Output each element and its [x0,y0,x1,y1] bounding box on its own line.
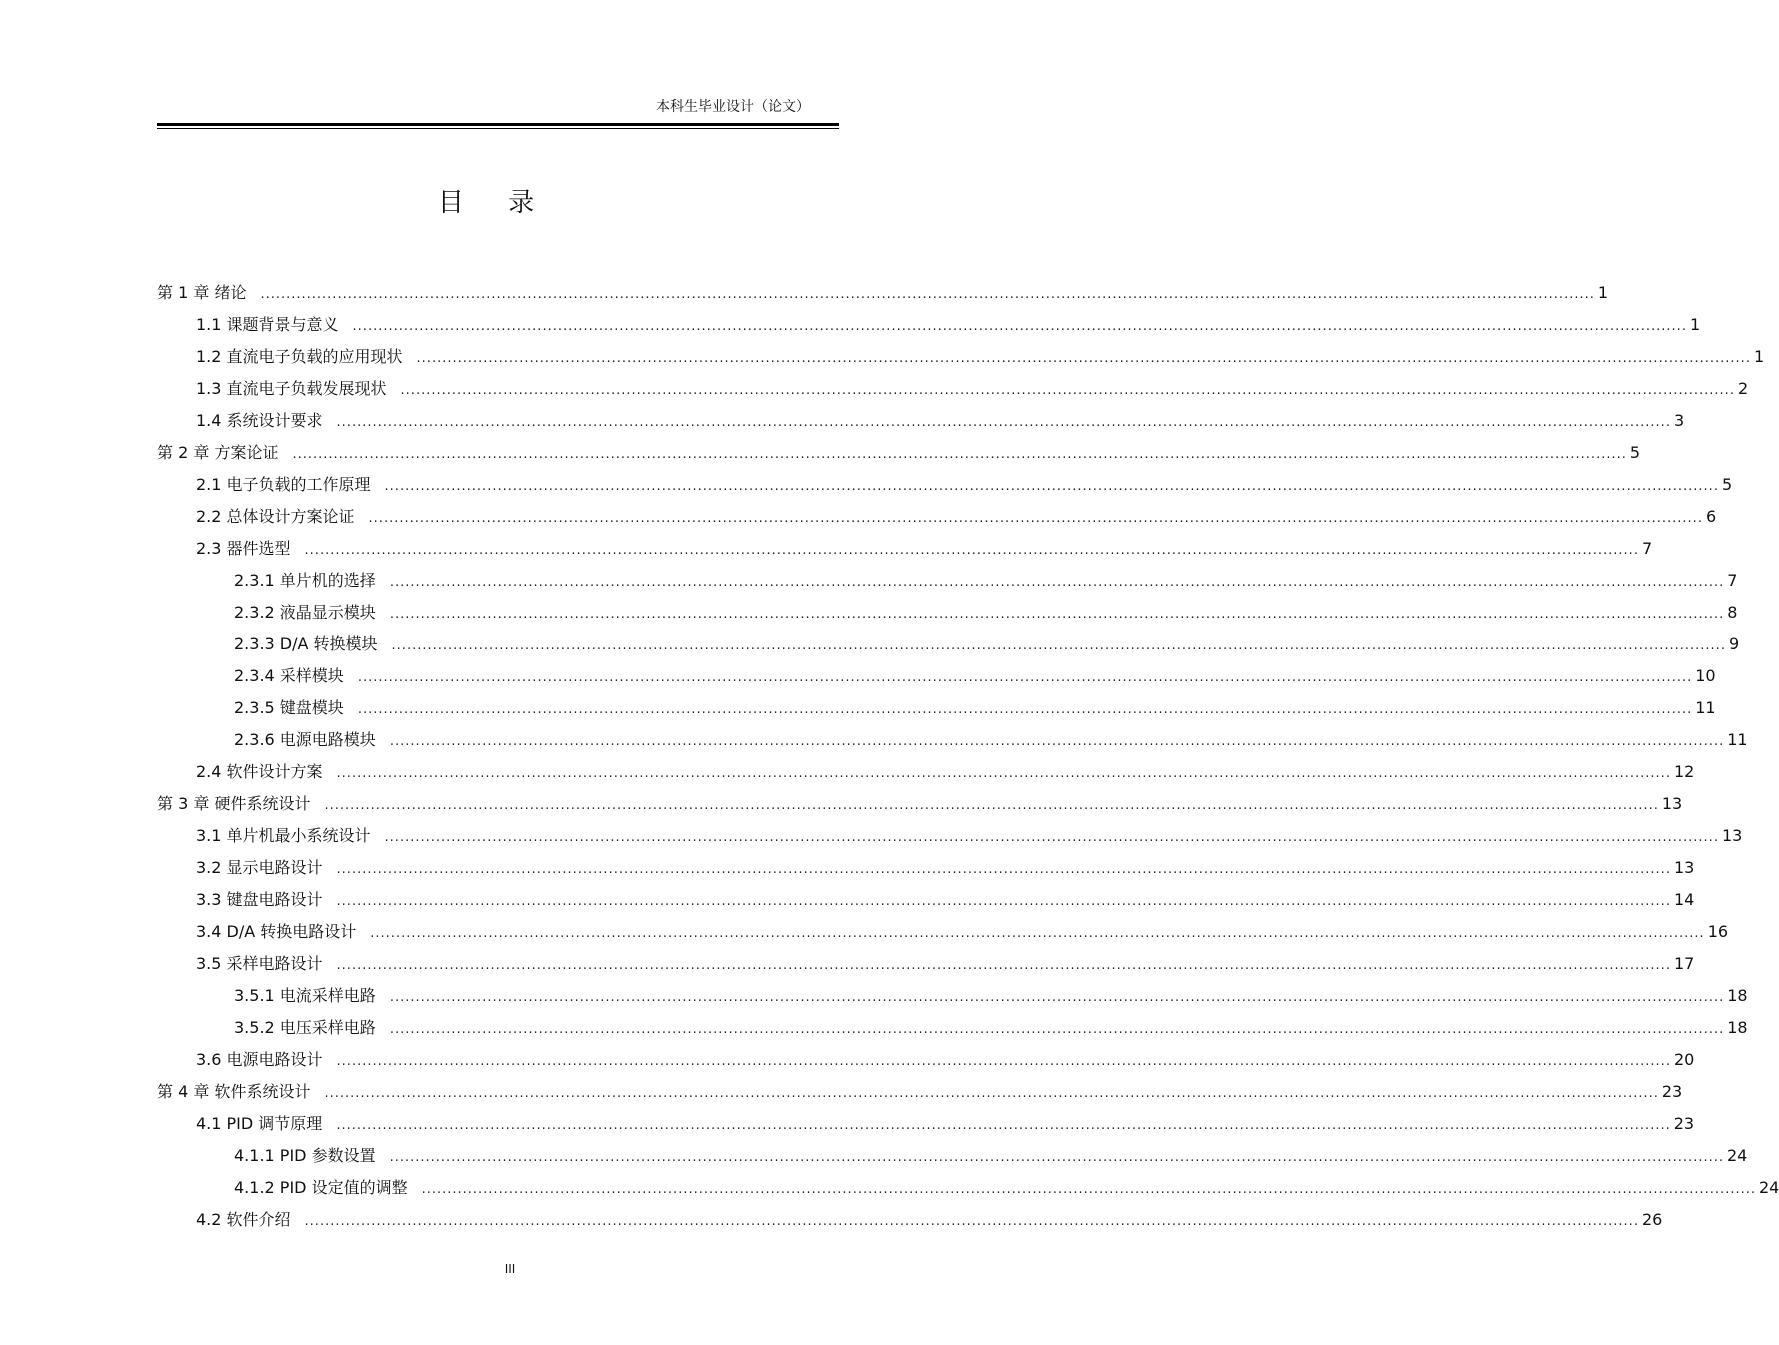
toc-entry[interactable] [234,1176,1779,1200]
toc-entry-page: 20 [1673,1049,1695,1069]
toc-entry-page: 12 [1673,762,1695,782]
toc-entry[interactable] [157,281,1609,305]
toc-entry-label: 2.3 器件选型 [196,538,291,558]
toc-entry[interactable] [234,664,1716,688]
toc-entry[interactable] [157,1080,1683,1104]
toc-entry[interactable] [234,696,1716,720]
toc-entry-page: 11 [1727,730,1748,750]
toc-leader-dots: .................................................................................................................................................................................................................................................................... [292,446,1627,462]
toc-entry-page: 23 [1673,1113,1695,1133]
toc-leader-dots: .................................................................................................................................................................................................................................................................... [336,862,1671,878]
toc-leader-dots: .................................................................................................................................................................................................................................................................... [304,542,1639,558]
toc-entry-page: 24 [1758,1177,1779,1197]
toc-leader-dots: .................................................................................................................................................................................................................................................................... [336,957,1671,973]
toc-entry-page: 2 [1737,378,1749,398]
toc-entry-page: 23 [1661,1081,1683,1101]
toc-entry[interactable] [196,313,1701,337]
toc-entry[interactable] [234,569,1738,593]
toc-entry-label: 2.3.2 液晶显示模块 [234,602,376,622]
toc-entry-label: 1.3 直流电子负载发展现状 [196,378,387,398]
toc-entry-page: 13 [1661,794,1683,814]
toc-entry[interactable] [196,537,1653,561]
toc-entry[interactable] [234,632,1740,656]
toc-entry[interactable] [196,1112,1695,1136]
toc-entry[interactable] [196,1048,1695,1072]
toc-leader-dots: .................................................................................................................................................................................................................................................................... [336,1117,1671,1133]
toc-entry-label: 3.5 采样电路设计 [196,953,323,973]
toc-entry-page: 11 [1695,698,1716,718]
toc-leader-dots: .................................................................................................................................................................................................................................................................... [324,798,1659,814]
toc-entry-page: 1 [1753,346,1765,366]
header-rule-thin [157,128,839,129]
toc-leader-dots: .................................................................................................................................................................................................................................................................... [352,318,1687,334]
toc-entry-label: 4.1.1 PID 参数设置 [234,1145,376,1165]
toc-leader-dots: .................................................................................................................................................................................................................................................................... [336,894,1671,910]
toc-entry-label: 2.1 电子负载的工作原理 [196,474,371,494]
toc-entry-label: 3.1 单片机最小系统设计 [196,826,371,846]
toc-entry-label: 4.2 软件介绍 [196,1209,291,1229]
toc-entry[interactable] [196,760,1695,784]
toc-entry-label: 1.1 课题背景与意义 [196,314,339,334]
page-number: III [504,1262,516,1276]
toc-entry-page: 14 [1673,890,1695,910]
toc-entry-label: 第 3 章 硬件系统设计 [157,794,311,814]
toc-entry-label: 2.4 软件设计方案 [196,762,323,782]
toc-entry[interactable] [196,952,1695,976]
toc-entry-label: 3.6 电源电路设计 [196,1049,323,1069]
toc-leader-dots: .................................................................................................................................................................................................................................................................... [304,1213,1639,1229]
toc-leader-dots: .................................................................................................................................................................................................................................................................... [389,606,1725,622]
toc-title: 目 录 [437,188,553,218]
toc-entry-label: 2.3.1 单片机的选择 [234,570,376,590]
toc-entry[interactable] [157,441,1641,465]
header-rule-thick [157,123,839,126]
toc-leader-dots: .................................................................................................................................................................................................................................................................... [421,1181,1756,1197]
toc-entry[interactable] [196,409,1685,433]
toc-entry-label: 第 4 章 软件系统设计 [157,1081,311,1101]
toc-entry[interactable] [234,1144,1748,1168]
toc-entry[interactable] [196,920,1729,944]
toc-entry[interactable] [234,1016,1748,1040]
toc-entry-label: 3.5.2 电压采样电路 [234,1017,376,1037]
toc-entry-page: 18 [1727,985,1748,1005]
toc-leader-dots: .................................................................................................................................................................................................................................................................... [336,1053,1671,1069]
toc-entry[interactable] [234,984,1748,1008]
toc-entry[interactable] [196,473,1733,497]
toc-leader-dots: .................................................................................................................................................................................................................................................................... [389,574,1725,590]
toc-entry-label: 1.4 系统设计要求 [196,410,323,430]
toc-entry[interactable] [196,824,1743,848]
toc-entry-page: 8 [1727,602,1738,622]
toc-leader-dots: .................................................................................................................................................................................................................................................................... [384,478,1719,494]
toc-entry-page: 7 [1727,570,1738,590]
running-header: 本科生毕业设计（论文） [656,99,810,115]
toc-entry-page: 7 [1641,538,1653,558]
toc-entry-page: 17 [1673,953,1695,973]
toc-entry-label: 第 2 章 方案论证 [157,442,279,462]
toc-entry-page: 1 [1597,283,1609,302]
toc-entry-label: 2.3.5 键盘模块 [234,698,344,718]
toc-entry[interactable] [234,601,1738,625]
toc-leader-dots: .................................................................................................................................................................................................................................................................... [336,414,1671,430]
toc-leader-dots: .................................................................................................................................................................................................................................................................... [389,1021,1725,1037]
toc-leader-dots: .................................................................................................................................................................................................................................................................... [384,830,1719,846]
toc-leader-dots: .................................................................................................................................................................................................................................................................... [370,926,1705,941]
toc-entry[interactable] [196,377,1749,401]
toc-entry-label: 3.3 键盘电路设计 [196,890,323,910]
toc-leader-dots: .................................................................................................................................................................................................................................................................... [357,670,1693,686]
toc-leader-dots: .................................................................................................................................................................................................................................................................... [416,350,1751,366]
toc-entry-label: 2.2 总体设计方案论证 [196,506,355,526]
toc-entry[interactable] [196,1208,1663,1232]
toc-entry-label: 1.2 直流电子负载的应用现状 [196,346,403,366]
toc-entry-page: 5 [1721,474,1733,494]
toc-entry-page: 10 [1695,666,1716,686]
toc-leader-dots: .................................................................................................................................................................................................................................................................... [324,1085,1659,1101]
toc-leader-dots: .................................................................................................................................................................................................................................................................... [260,287,1595,302]
toc-entry[interactable] [157,792,1683,816]
toc-entry-page: 1 [1689,314,1701,334]
toc-leader-dots: .................................................................................................................................................................................................................................................................... [389,989,1725,1005]
toc-leader-dots: .................................................................................................................................................................................................................................................................... [368,510,1703,526]
toc-entry-page: 26 [1641,1209,1663,1229]
toc-entry-label: 4.1 PID 调节原理 [196,1113,323,1133]
toc-entry-page: 16 [1707,922,1729,941]
toc-entry-page: 9 [1728,634,1740,654]
toc-leader-dots: .................................................................................................................................................................................................................................................................... [336,766,1671,782]
toc-entry-page: 18 [1727,1017,1748,1037]
toc-entry[interactable] [196,505,1717,529]
toc-leader-dots: .................................................................................................................................................................................................................................................................... [389,734,1725,750]
toc-entry-page: 5 [1629,442,1641,462]
toc-entry[interactable] [196,888,1695,912]
toc-entry-label: 4.1.2 PID 设定值的调整 [234,1177,408,1197]
toc-entry[interactable] [234,728,1748,752]
toc-entry-page: 13 [1673,858,1695,878]
toc-entry[interactable] [196,856,1695,880]
toc-entry-page: 13 [1721,826,1743,846]
toc-leader-dots: .................................................................................................................................................................................................................................................................... [400,382,1735,398]
toc-leader-dots: .................................................................................................................................................................................................................................................................... [391,638,1726,654]
toc-entry-page: 24 [1726,1145,1748,1165]
toc-entry-page: 3 [1673,410,1685,430]
toc-leader-dots: .................................................................................................................................................................................................................................................................... [389,1149,1724,1165]
toc-entry-page: 6 [1705,506,1717,526]
toc-entry-label: 2.3.4 采样模块 [234,666,344,686]
toc-entry-label: 第 1 章 绪论 [157,283,247,302]
toc-entry-label: 3.2 显示电路设计 [196,858,323,878]
toc-entry[interactable] [196,345,1765,369]
toc-entry-label: 2.3.3 D/A 转换模块 [234,634,378,654]
toc-entry-label: 3.4 D/A 转换电路设计 [196,922,357,941]
toc-leader-dots: .................................................................................................................................................................................................................................................................... [357,702,1693,718]
toc-entry-label: 2.3.6 电源电路模块 [234,730,376,750]
toc-entry-label: 3.5.1 电流采样电路 [234,985,376,1005]
